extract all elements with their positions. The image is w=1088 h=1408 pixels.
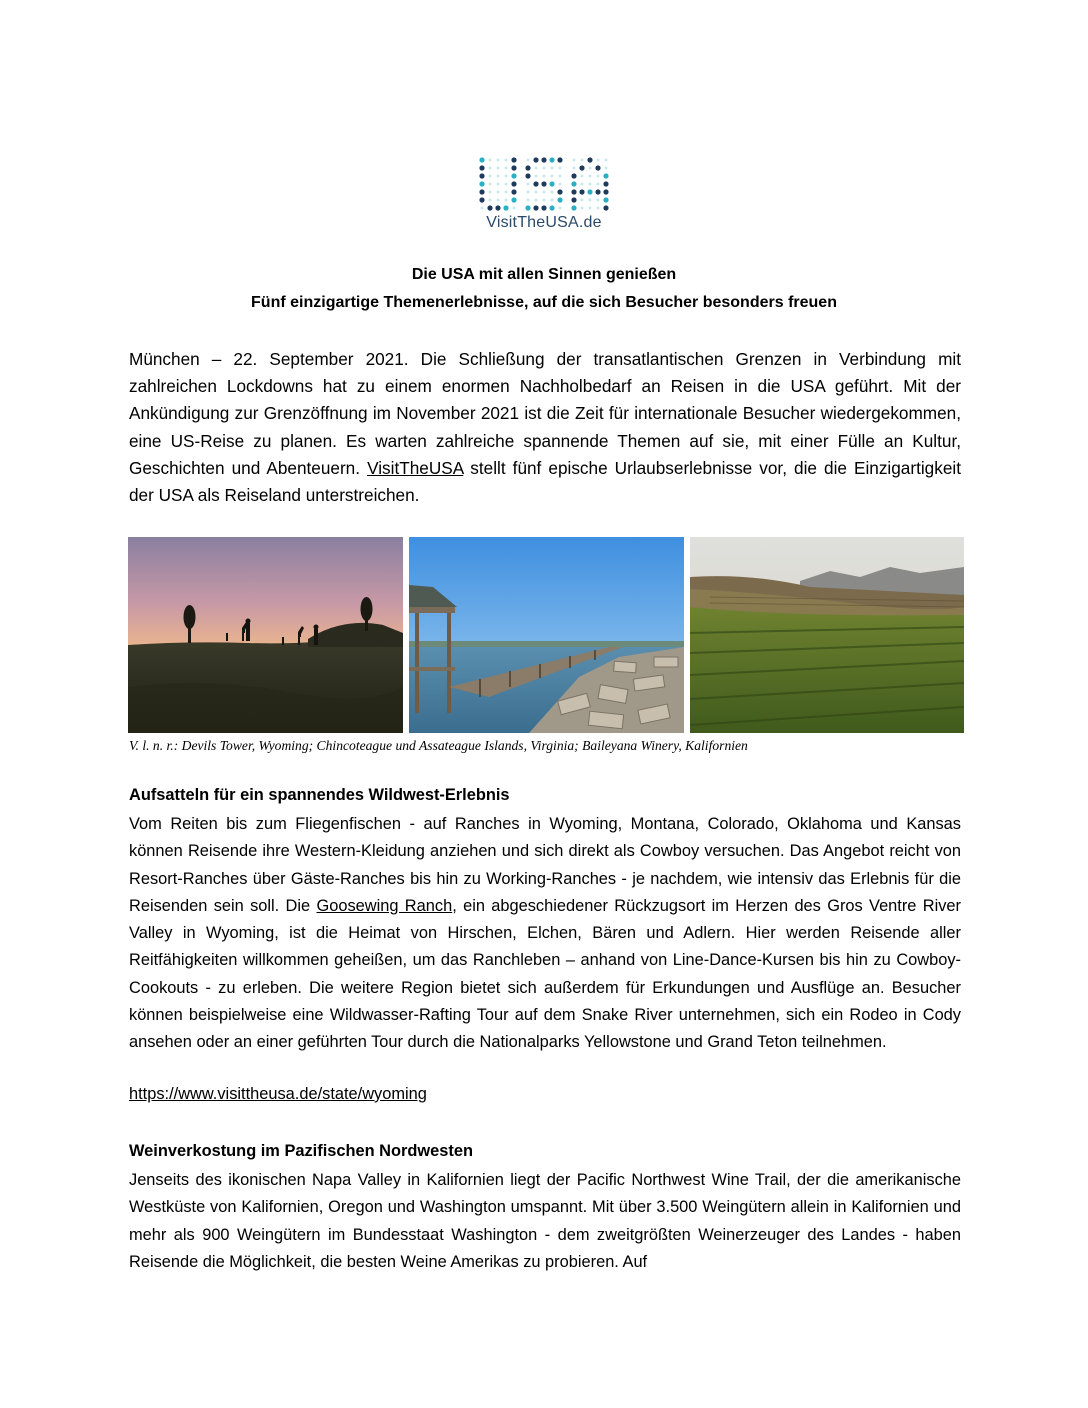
- usa-dot-logo-icon: [476, 156, 612, 216]
- logo-dot: [487, 205, 492, 210]
- logo-dot: [527, 199, 530, 202]
- logo-dot: [489, 159, 492, 162]
- logo-dot: [557, 197, 562, 202]
- logo-dot: [543, 175, 546, 178]
- logo-dot: [603, 181, 608, 186]
- logo-dot: [505, 191, 508, 194]
- logo-dot: [479, 197, 484, 202]
- logo-dot: [597, 183, 600, 186]
- logo-dot: [549, 181, 554, 186]
- wildwest-text-1: Vom Reiten bis zum Fliegenfischen - auf Ranches in Wyoming, Montana, Colorado, Oklahoma und Kansas können Reisende ihre Western-Kleidung anziehen und sich direkt als Cowboy versuchen. Das Angebot reicht von Resort-Ranches über Gäste-Ranches bis hin zu Working-Ranches - je nachdem, wie intensiv das Erlebnis für die Reisenden sein soll. Die: [129, 815, 961, 915]
- photo-chincoteague-pier: [409, 537, 684, 733]
- logo-dot: [603, 205, 608, 210]
- logo-dot: [535, 167, 538, 170]
- logo-dot: [551, 191, 554, 194]
- logo-dot: [605, 159, 608, 162]
- logo-dot: [581, 183, 584, 186]
- logo-dot: [603, 189, 608, 194]
- logo-dot: [505, 167, 508, 170]
- logo-dot: [543, 191, 546, 194]
- logo-dot: [479, 157, 484, 162]
- logo-dot: [505, 183, 508, 186]
- logo-dot: [479, 173, 484, 178]
- logo-dot: [513, 207, 516, 210]
- logo-dot: [559, 207, 562, 210]
- logo-dot: [571, 189, 576, 194]
- logo-dot: [551, 167, 554, 170]
- logo-dot: [535, 199, 538, 202]
- logo-dot: [579, 189, 584, 194]
- logo-dot: [505, 159, 508, 162]
- logo-dot: [533, 181, 538, 186]
- logo-dot: [497, 199, 500, 202]
- logo-dot: [589, 183, 592, 186]
- logo-dot: [571, 181, 576, 186]
- logo-dot: [595, 165, 600, 170]
- logo-dot: [481, 207, 484, 210]
- logo-dot: [573, 167, 576, 170]
- photo-baileyana-winery: [690, 537, 964, 733]
- logo-dot: [497, 167, 500, 170]
- visittheusa-link[interactable]: VisitTheUSA: [367, 457, 464, 478]
- logo-dot: [571, 173, 576, 178]
- logo-dot: [525, 205, 530, 210]
- section-heading-wildwest: Aufsatteln für ein spannendes Wildwest-Erlebnis: [129, 786, 510, 804]
- logo-text: VisitTheUSA.de: [486, 214, 602, 231]
- logo-dot: [571, 205, 576, 210]
- logo-dot: [559, 167, 562, 170]
- logo-dot: [497, 183, 500, 186]
- logo-dot: [551, 175, 554, 178]
- logo-dot: [587, 157, 592, 162]
- logo-dot: [525, 173, 530, 178]
- logo-dot: [603, 173, 608, 178]
- logo-dot: [541, 205, 546, 210]
- logo-dot: [597, 207, 600, 210]
- logo-dot: [579, 165, 584, 170]
- logo-dot: [511, 165, 516, 170]
- logo-dot: [581, 175, 584, 178]
- logo-dot: [511, 197, 516, 202]
- wildwest-text-2: , ein abgeschiedener Rückzugsort im Herzen des Gros Ventre River Valley in Wyoming, ist die Heimat von Hirschen, Elchen, Bären und Adlern. Hier werden Reisende aller Reitfähigkeiten willkommen geheißen, um das Ranchleben – anhand von Line-Dance-Kursen bis hin zu Cowboy-Cookouts - zu erleben. Die weitere Region bietet sich außerdem für Erkundungen und Ausflüge an. Besucher können beispielweise eine Wildwasser-Rafting Tour auf dem Snake River unternehmen, sich ein Rodeo in Cody ansehen oder an einer geführten Tour durch die Nationalparks Yellowstone und Grand Teton teilnehmen.: [129, 896, 961, 1052]
- logo-dot: [595, 189, 600, 194]
- logo-dot: [511, 189, 516, 194]
- logo-dot: [489, 175, 492, 178]
- logo-dot: [489, 199, 492, 202]
- logo-dot: [541, 157, 546, 162]
- logo-dot: [589, 167, 592, 170]
- section-body-wildwest: [129, 811, 961, 1057]
- section-heading-wine: Weinverkostung im Pazifischen Nordwesten: [129, 1142, 473, 1160]
- logo-dot: [573, 159, 576, 162]
- logo-dot: [557, 189, 562, 194]
- section-body-wine: Jenseits des ikonischen Napa Valley in Kalifornien liegt der Pacific Northwest Wine Trail, der die amerikanische Westküste von Kalifornien, Oregon und Washington umspannt. Mit über 3.500 Weingütern allein in Kalifornien und mehr als 900 Weingütern im Bundesstaat Washington - dem zweitgrößten Weinerzeuger des Landes - haben Reisende die Möglichkeit, die besten Weine Amerikas zu probieren. Auf: [129, 1171, 961, 1271]
- logo-dot: [497, 175, 500, 178]
- logo-dot: [497, 159, 500, 162]
- logo-dot: [559, 183, 562, 186]
- wyoming-url-link[interactable]: https://www.visittheusa.de/state/wyoming: [129, 1085, 427, 1103]
- logo-dot: [543, 199, 546, 202]
- logo-dot: [527, 159, 530, 162]
- logo-dot: [597, 199, 600, 202]
- intro-text-1: München – 22. September 2021. Die Schließung der transatlantischen Grenzen in Verbindung mit zahlreichen Lockdowns hat zu einem enormen Nachholbedarf an Reisen in die USA geführt. Mit der Ankündigung zur Grenzöffnung im November 2021 ist die Zeit für internationale Besucher wiedergekommen, eine US-Reise zu planen. Es warten zahlreiche spannende Themen auf sie, mit einer Fülle an Kultur, Geschichten und Abenteuern.: [129, 349, 961, 478]
- logo-dot: [527, 191, 530, 194]
- logo-dot: [511, 173, 516, 178]
- logo-dot: [549, 157, 554, 162]
- logo-dot: [581, 207, 584, 210]
- logo-dot: [533, 157, 538, 162]
- logo-dot: [535, 191, 538, 194]
- logo-dot: [511, 181, 516, 186]
- logo-dot: [589, 199, 592, 202]
- logo-dot: [505, 175, 508, 178]
- photo-caption: V. l. n. r.: Devils Tower, Wyoming; Chincoteague und Assateague Islands, Virginia; Baileyana Winery, Kalifornien: [129, 738, 748, 753]
- logo-dot: [603, 197, 608, 202]
- logo-dot: [597, 175, 600, 178]
- page-subtitle: Fünf einzigartige Themenerlebnisse, auf die sich Besucher besonders freuen: [251, 294, 837, 311]
- logo-dot: [489, 191, 492, 194]
- logo-dot: [581, 159, 584, 162]
- logo-dot: [497, 191, 500, 194]
- logo-dot: [587, 189, 592, 194]
- goosewing-ranch-link[interactable]: Goosewing Ranch: [316, 896, 453, 915]
- logo-dot: [589, 207, 592, 210]
- logo-dot: [489, 183, 492, 186]
- visittheusa-logo: [474, 152, 614, 236]
- logo-dot: [511, 157, 516, 162]
- logo-dot: [557, 157, 562, 162]
- page-title: Die USA mit allen Sinnen genießen: [411, 266, 677, 283]
- logo-dot: [533, 205, 538, 210]
- logo-dot: [479, 165, 484, 170]
- intro-text-2: stellt fünf epische Urlaubserlebnisse vor, die die Einzigartigkeit der USA als Reiseland unterstreichen.: [129, 457, 961, 506]
- logo-dot: [505, 199, 508, 202]
- logo-dot: [503, 205, 508, 210]
- logo-dot: [541, 181, 546, 186]
- logo-dot: [543, 167, 546, 170]
- logo-dot: [535, 175, 538, 178]
- logo-dot: [549, 205, 554, 210]
- logo-dot: [479, 181, 484, 186]
- intro-paragraph: [129, 346, 961, 509]
- logo-dot: [527, 183, 530, 186]
- logo-dot: [551, 199, 554, 202]
- logo-dot: [581, 199, 584, 202]
- logo-dot: [605, 167, 608, 170]
- logo-dot: [525, 165, 530, 170]
- logo-dot: [589, 175, 592, 178]
- logo-dot: [597, 159, 600, 162]
- logo-dot: [559, 175, 562, 178]
- logo-dot: [571, 197, 576, 202]
- logo-dot: [479, 189, 484, 194]
- photo-devils-tower: [128, 537, 403, 733]
- logo-dot: [489, 167, 492, 170]
- logo-dot: [495, 205, 500, 210]
